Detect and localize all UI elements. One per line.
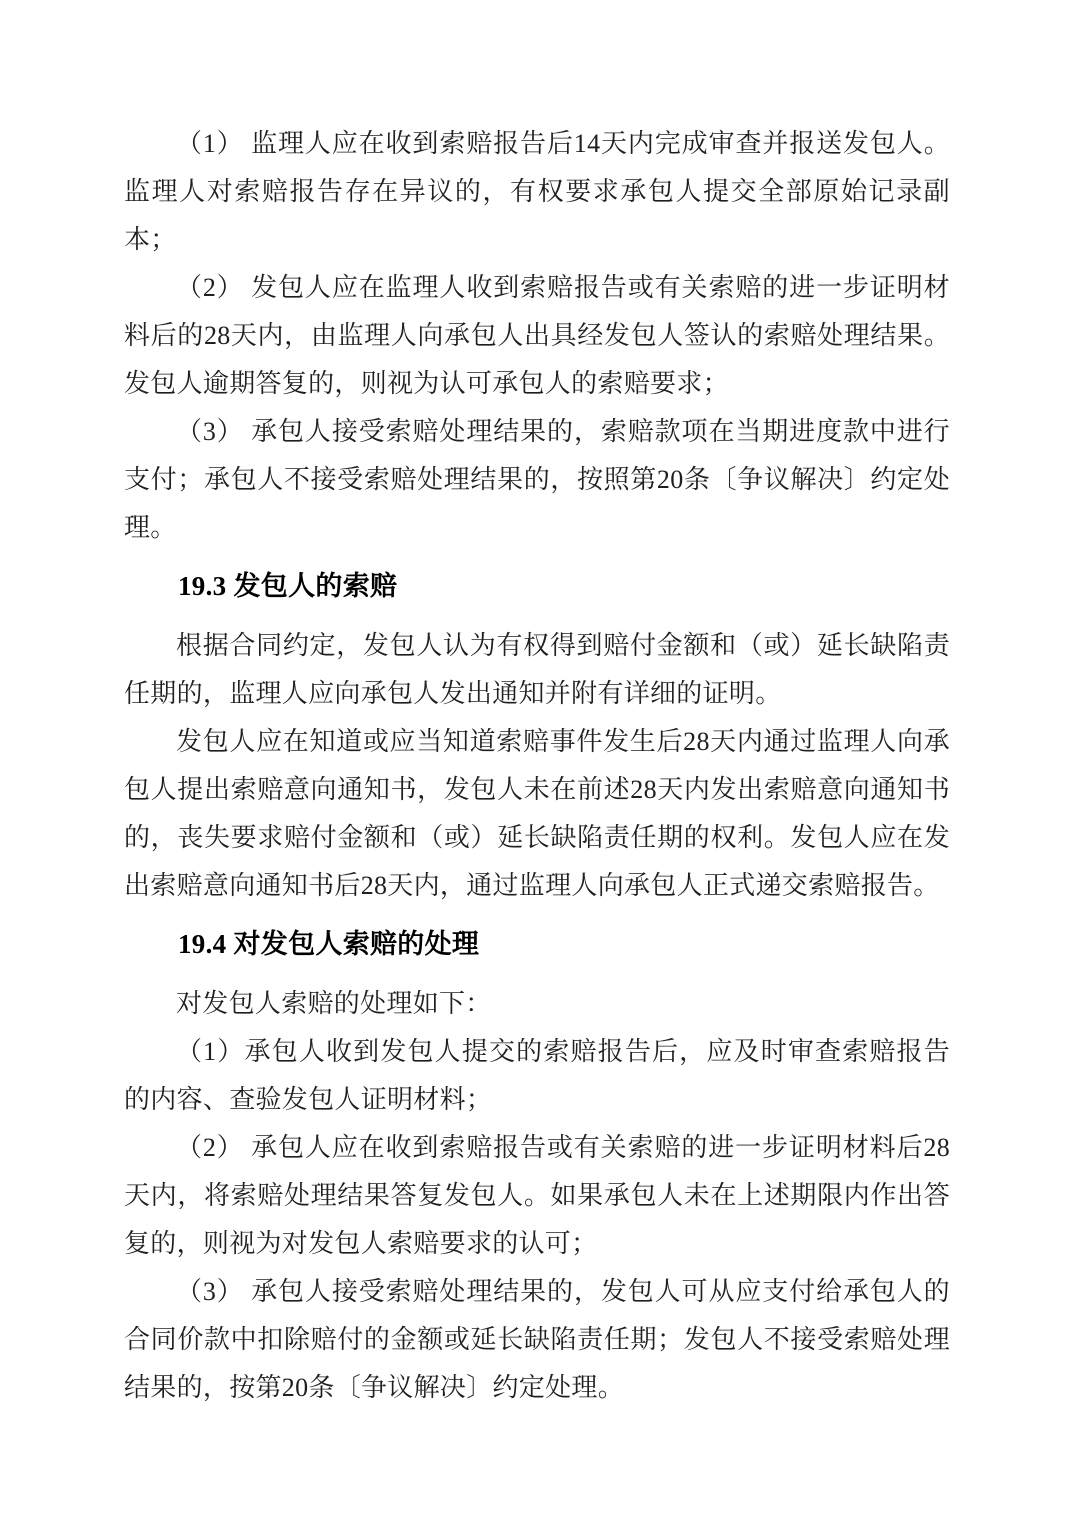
clause-19-4-item-3: （3） 承包人接受索赔处理结果的，发包人可从应支付给承包人的合同价款中扣除赔付的金额或延长缺陷责任期；发包人不接受索赔处理结果的，按第20条〔争议解决〕约定处理。 bbox=[124, 1277, 950, 1402]
section-heading-19-4: 19.4 对发包人索赔的处理 bbox=[178, 929, 480, 959]
section-heading-19-3: 19.3 发包人的索赔 bbox=[178, 571, 398, 601]
clause-19-2-item-1: （1） 监理人应在收到索赔报告后14天内完成审查并报送发包人。监理人对索赔报告存在异议的，有权要求承包人提交全部原始记录副本； bbox=[124, 129, 950, 254]
para-19-4-intro: 对发包人索赔的处理如下： bbox=[176, 989, 492, 1018]
para-19-3-notice: 根据合同约定，发包人认为有权得到赔付金额和（或）延长缺陷责任期的，监理人应向承包人发出通知并附有详细的证明。 bbox=[124, 631, 950, 708]
clause-19-2-item-2: （2） 发包人应在监理人收到索赔报告或有关索赔的进一步证明材料后的28天内，由监理人向承包人出具经发包人签认的索赔处理结果。发包人逾期答复的，则视为认可承包人的索赔要求； bbox=[124, 273, 950, 398]
clause-19-4-item-2: （2） 承包人应在收到索赔报告或有关索赔的进一步证明材料后28天内，将索赔处理结果答复发包人。如果承包人未在上述期限内作出答复的，则视为对发包人索赔要求的认可； bbox=[124, 1133, 950, 1258]
para-19-3-deadline: 发包人应在知道或应当知道索赔事件发生后28天内通过监理人向承包人提出索赔意向通知书，发包人未在前述28天内发出索赔意向通知书的，丧失要求赔付金额和（或）延长缺陷责任期的权利。发包人应在发出索赔意向通知书后28天内，通过监理人向承包人正式递交索赔报告。 bbox=[124, 727, 950, 900]
clause-19-4-item-1: （1）承包人收到发包人提交的索赔报告后，应及时审查索赔报告的内容、查验发包人证明材料； bbox=[124, 1037, 950, 1114]
clause-19-2-item-3: （3） 承包人接受索赔处理结果的，索赔款项在当期进度款中进行支付；承包人不接受索赔处理结果的，按照第20条〔争议解决〕约定处理。 bbox=[124, 417, 950, 542]
